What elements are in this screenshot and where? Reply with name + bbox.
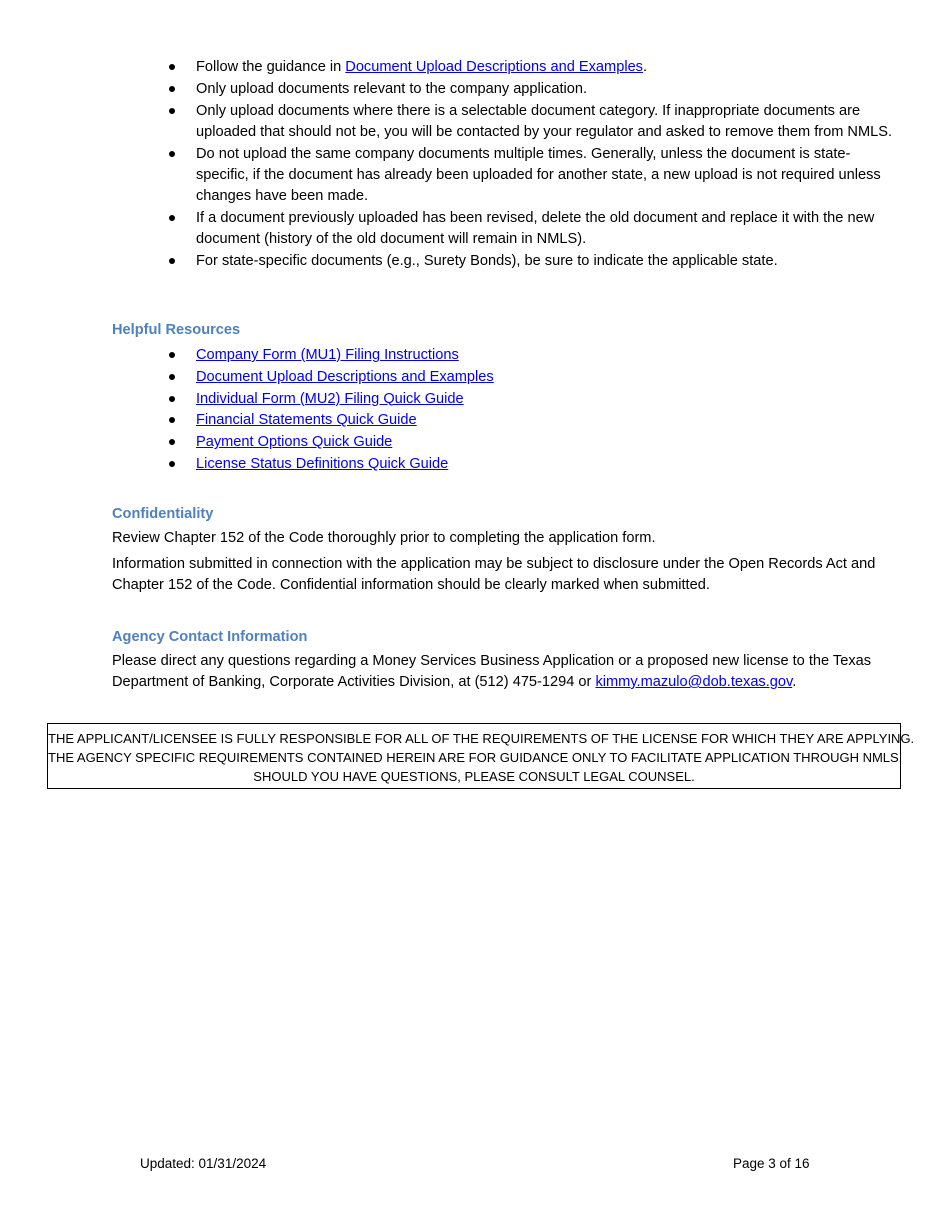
list-item bbox=[168, 454, 898, 475]
list-item: Do not upload the same company documents multiple times. Generally, unless the document is state-specific, if the document has already been uploaded for another state, a new upload is not required unless changes have been made. bbox=[168, 144, 898, 207]
list-item: Only upload documents where there is a selectable document category. If inappropriate documents are uploaded that should not be, you will be contacted by your regulator and asked to remove them from NMLS. bbox=[168, 101, 898, 143]
agency-contact-paragraph: Please direct any questions regarding a Money Services Business Application or a proposed new license to the Texas Department of Banking, Corporate Activities Division, at (512) 475-1294 or kimmy.mazulo@dob.texas.gov. bbox=[112, 653, 872, 690]
list-item: Follow the guidance in Document Upload Descriptions and Examples. bbox=[168, 57, 898, 78]
document-upload-examples-link[interactable]: Document Upload Descriptions and Examples bbox=[196, 368, 494, 385]
disclaimer-box bbox=[47, 723, 915, 789]
list-item: Only upload documents relevant to the company application. bbox=[168, 79, 898, 100]
disclaimer-line-1: THE APPLICANT/LICENSEE IS FULLY RESPONSIBLE FOR ALL OF THE REQUIREMENTS OF THE LICENSE FOR WHICH THEY ARE APPLYING. bbox=[48, 731, 915, 746]
helpful-resources-list bbox=[168, 345, 898, 476]
license-status-definitions-link[interactable]: License Status Definitions Quick Guide bbox=[196, 455, 449, 472]
list-item bbox=[168, 367, 898, 388]
footer-page-number: Page 3 of 16 bbox=[733, 1156, 810, 1171]
list-item: For state-specific documents (e.g., Surety Bonds), be sure to indicate the applicable state. bbox=[168, 251, 898, 272]
helpful-resources-heading: Helpful Resources bbox=[112, 322, 241, 338]
financial-statements-link[interactable]: Financial Statements Quick Guide bbox=[196, 412, 417, 429]
footer-updated-date: Updated: 01/31/2024 bbox=[140, 1156, 267, 1171]
list-item bbox=[168, 389, 898, 410]
list-item: If a document previously uploaded has been revised, delete the old document and replace it with the new document (history of the old document will remain in NMLS). bbox=[168, 208, 898, 250]
upload-guidance-list bbox=[168, 57, 898, 273]
list-item bbox=[168, 432, 898, 453]
document-upload-descriptions-link[interactable]: Document Upload Descriptions and Examples bbox=[345, 59, 643, 75]
company-form-mu1-link[interactable]: Company Form (MU1) Filing Instructions bbox=[196, 347, 459, 363]
confidentiality-heading: Confidentiality bbox=[112, 506, 214, 522]
individual-form-mu2-link[interactable]: Individual Form (MU2) Filing Quick Guide bbox=[196, 390, 464, 407]
agency-contact-heading: Agency Contact Information bbox=[112, 629, 308, 645]
list-item bbox=[168, 345, 898, 366]
contact-email-link[interactable]: kimmy.mazulo@dob.texas.gov bbox=[595, 674, 793, 690]
disclaimer-line-3: SHOULD YOU HAVE QUESTIONS, PLEASE CONSULT LEGAL COUNSEL. bbox=[253, 769, 695, 784]
disclaimer-line-2: THE AGENCY SPECIFIC REQUIREMENTS CONTAINED HEREIN ARE FOR GUIDANCE ONLY TO FACILITATE APPLICATION THROUGH NMLS. bbox=[48, 750, 903, 765]
list-item bbox=[168, 410, 898, 431]
confidentiality-paragraph-1: Review Chapter 152 of the Code thoroughly prior to completing the application form. bbox=[112, 530, 656, 546]
confidentiality-paragraph-2: Information submitted in connection with the application may be subject to disclosure under the Open Records Act and Chapter 152 of the Code. Confidential information should be clearly marked when submitted. bbox=[112, 556, 876, 593]
payment-options-link[interactable]: Payment Options Quick Guide bbox=[196, 434, 393, 451]
